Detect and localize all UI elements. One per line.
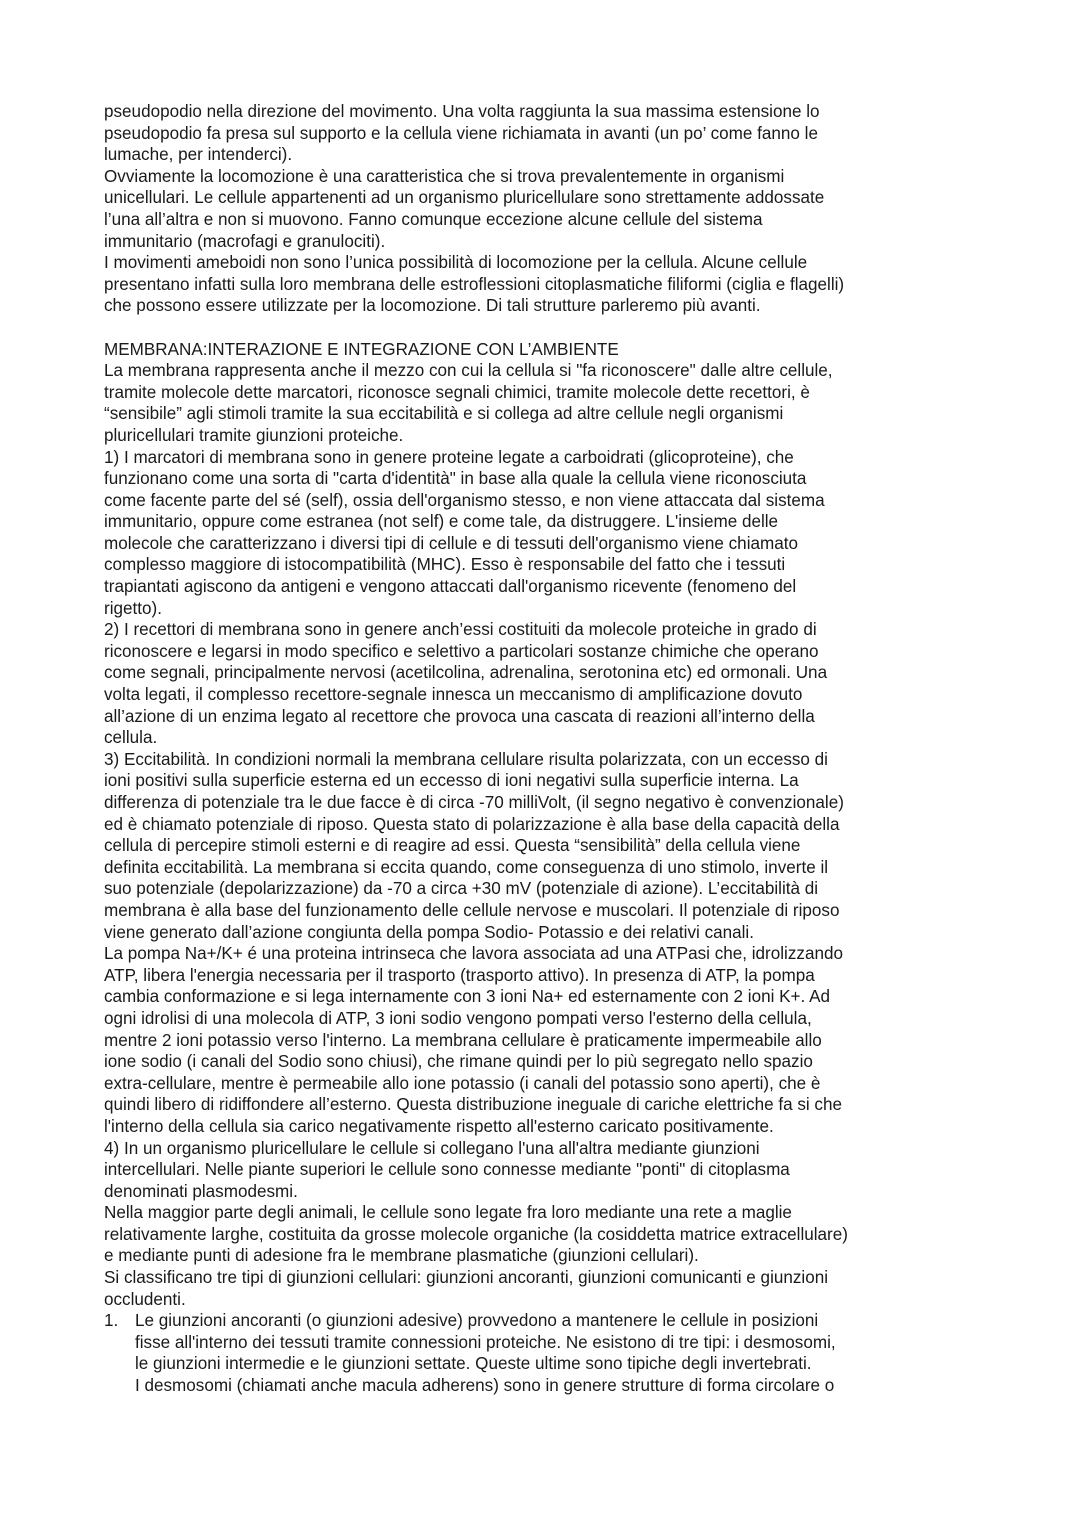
text-line: pluricellulari tramite giunzioni proteiche.	[104, 425, 404, 445]
text-line: rigetto).	[104, 598, 162, 618]
text-line: che possono essere utilizzate per la locomozione. Di tali strutture parleremo più avanti.	[104, 296, 761, 316]
text-line: 3) Eccitabilità. In condizioni normali la membrana cellulare risulta polarizzata, con un eccesso di	[104, 749, 828, 769]
text-line: presentano infatti sulla loro membrana delle estroflessioni citoplasmatiche filiformi (ciglia e flagelli)	[104, 274, 845, 294]
text-line: La membrana rappresenta anche il mezzo con cui la cellula si "fa riconoscere" dalle altre cellule,	[104, 361, 833, 381]
text-line: 4) In un organismo pluricellulare le cellule si collegano l'una all'altra mediante giunzioni	[104, 1138, 760, 1158]
text-line: riconoscere e legarsi in modo specifico e selettivo a particolari sostanze chimiche che operano	[104, 641, 819, 661]
text-line: definita eccitabilità. La membrana si eccita quando, come conseguenza di uno stimolo, inverte il	[104, 857, 829, 877]
text-line: I movimenti ameboidi non sono l’unica possibilità di locomozione per la cellula. Alcune cellule	[104, 253, 808, 273]
text-line: fisse all'interno dei tessuti tramite connessioni proteiche. Ne esistono di tre tipi: i desmosomi,	[135, 1332, 836, 1352]
text-line: quindi libero di ridiffondere all’esterno. Questa distribuzione ineguale di cariche elettriche fa si che	[104, 1095, 842, 1115]
text-line: membrana è alla base del funzionamento delle cellule nervose e muscolari. Il potenziale di riposo	[104, 900, 840, 920]
text-line: e mediante punti di adesione fra le membrane plasmatiche (giunzioni cellulari).	[104, 1246, 699, 1266]
list-item	[104, 1310, 982, 1396]
text-line: intercellulari. Nelle piante superiori le cellule sono connesse mediante "ponti" di citoplasma	[104, 1160, 790, 1180]
list-item-number: 1.	[104, 1311, 119, 1331]
text-line: l’una all’altra e non si muovono. Fanno comunque eccezione alcune cellule del sistema	[104, 209, 763, 229]
text-line: La pompa Na+/K+ é una proteina intrinseca che lavora associata ad una ATPasi che, idrolizzando	[104, 944, 843, 964]
text-line: differenza di potenziale tra le due facce è di circa -70 milliVolt, (il segno negativo è convenzionale)	[104, 793, 844, 812]
text-line: Nella maggior parte degli animali, le cellule sono legate fra loro mediante una rete a maglie	[104, 1203, 792, 1223]
intro-paragraph	[104, 101, 982, 317]
text-line: trapiantati agiscono da antigeni e vengono attaccati dall'organismo ricevente (fenomeno del	[104, 577, 797, 597]
text-line: come facente parte del sé (self), ossia dell'organismo stesso, e non viene attaccata dal sistema	[104, 490, 825, 510]
text-line: denominati plasmodesmi.	[104, 1181, 298, 1201]
text-line: come segnali, principalmente nervosi (acetilcolina, adrenalina, serotonina etc) ed ormonali. Una	[104, 663, 828, 683]
text-line: molecole che caratterizzano i diversi tipi di cellule e di tessuti dell'organismo viene chiamato	[104, 533, 798, 553]
text-line: l'interno della cellula sia carico negativamente rispetto all'esterno caricato positivamente.	[104, 1116, 774, 1136]
text-line: I desmosomi (chiamati anche macula adherens) sono in genere strutture di forma circolare o	[135, 1376, 835, 1396]
membrane-body	[104, 360, 982, 1310]
text-line: cambia conformazione e si lega internamente con 3 ioni Na+ ed esternamente con 2 ioni K+. Ad	[104, 987, 830, 1007]
text-line: relativamente larghe, costituita da grosse molecole organiche (la cosiddetta matrice extracellulare)	[104, 1224, 848, 1244]
text-line: cellula.	[104, 728, 158, 748]
text-line: immunitario, oppure come estranea (not self) e come tale, da distruggere. L'insieme delle	[104, 512, 779, 532]
paragraph-gap	[104, 317, 982, 339]
text-line: pseudopodio fa presa sul supporto e la cellula viene richiamata in avanti (un po’ come fanno le	[104, 123, 818, 143]
section-heading: MEMBRANA:INTERAZIONE E INTEGRAZIONE CON L’AMBIENTE	[104, 339, 619, 359]
text-line: 2) I recettori di membrana sono in genere anch’essi costituiti da molecole proteiche in grado di	[104, 620, 817, 640]
text-line: ATP, libera l'energia necessaria per il trasporto (trasporto attivo). In presenza di ATP, la pompa	[104, 965, 815, 985]
text-line: immunitario (macrofagi e granulociti).	[104, 231, 386, 251]
text-line: ogni idrolisi di una molecola di ATP, 3 ioni sodio vengono pompati verso l'esterno della cellula,	[104, 1008, 812, 1028]
text-line: volta legati, il complesso recettore-segnale innesca un meccanismo di amplificazione dovuto	[104, 685, 803, 705]
text-line: unicellulari. Le cellule appartenenti ad un organismo pluricellulare sono strettamente addossate	[104, 188, 825, 208]
text-line: funzionano come una sorta di "carta d'identità" in base alla quale la cellula viene riconosciuta	[104, 469, 807, 489]
list-item-body	[135, 1310, 982, 1396]
text-line: viene generato dall’azione congiunta della pompa Sodio- Potassio e dei relativi canali.	[104, 922, 754, 942]
text-line: complesso maggiore di istocompatibilità (MHC). Esso è responsabile del fatto che i tessuti	[104, 555, 786, 575]
text-line: mentre 2 ioni potassio verso l'interno. La membrana cellulare è praticamente impermeabile allo	[104, 1030, 822, 1050]
text-line: pseudopodio nella direzione del movimento. Una volta raggiunta la sua massima estensione lo	[104, 102, 820, 121]
text-line: tramite molecole dette marcatori, riconosce segnali chimici, tramite molecole dette recettori, è	[104, 382, 810, 402]
text-line: 1) I marcatori di membrana sono in genere proteine legate a carboidrati (glicoproteine), che	[104, 447, 794, 467]
text-line: lumache, per intenderci).	[104, 145, 293, 165]
text-line: all’azione di un enzima legato al recettore che provoca una cascata di reazioni all’interno della	[104, 706, 815, 726]
text-line: le giunzioni intermedie e le giunzioni settate. Queste ultime sono tipiche degli invertebrati.	[135, 1354, 812, 1374]
text-line: extra-cellulare, mentre è permeabile allo ione potassio (i canali del potassio sono aperti), che è	[104, 1073, 821, 1093]
text-line: occludenti.	[104, 1289, 186, 1309]
text-line: Si classificano tre tipi di giunzioni cellulari: giunzioni ancoranti, giunzioni comunicanti e giunzioni	[104, 1268, 829, 1288]
text-line: “sensibile” agli stimoli tramite la sua eccitabilità e si collega ad altre cellule negli organismi	[104, 404, 784, 424]
text-line: ioni positivi sulla superficie esterna ed un eccesso di ioni negativi sulla superficie interna. La	[104, 771, 799, 791]
document-page	[104, 101, 982, 1397]
text-line: ed è chiamato potenziale di riposo. Questa stato di polarizzazione è alla base della capacità della	[104, 814, 840, 834]
text-line: cellula di percepire stimoli esterni e di reagire ad essi. Questa “sensibilità” della cellula viene	[104, 836, 801, 856]
text-line: Ovviamente la locomozione è una caratteristica che si trova prevalentemente in organismi	[104, 166, 785, 186]
text-line: suo potenziale (depolarizzazione) da -70 a circa +30 mV (potenziale di azione). L’eccitabilità di	[104, 879, 819, 899]
text-line: ione sodio (i canali del Sodio sono chiusi), che rimane quindi per lo più segregato nello spazio	[104, 1052, 813, 1072]
text-line: Le giunzioni ancoranti (o giunzioni adesive) provvedono a mantenere le cellule in posizioni	[135, 1311, 819, 1331]
